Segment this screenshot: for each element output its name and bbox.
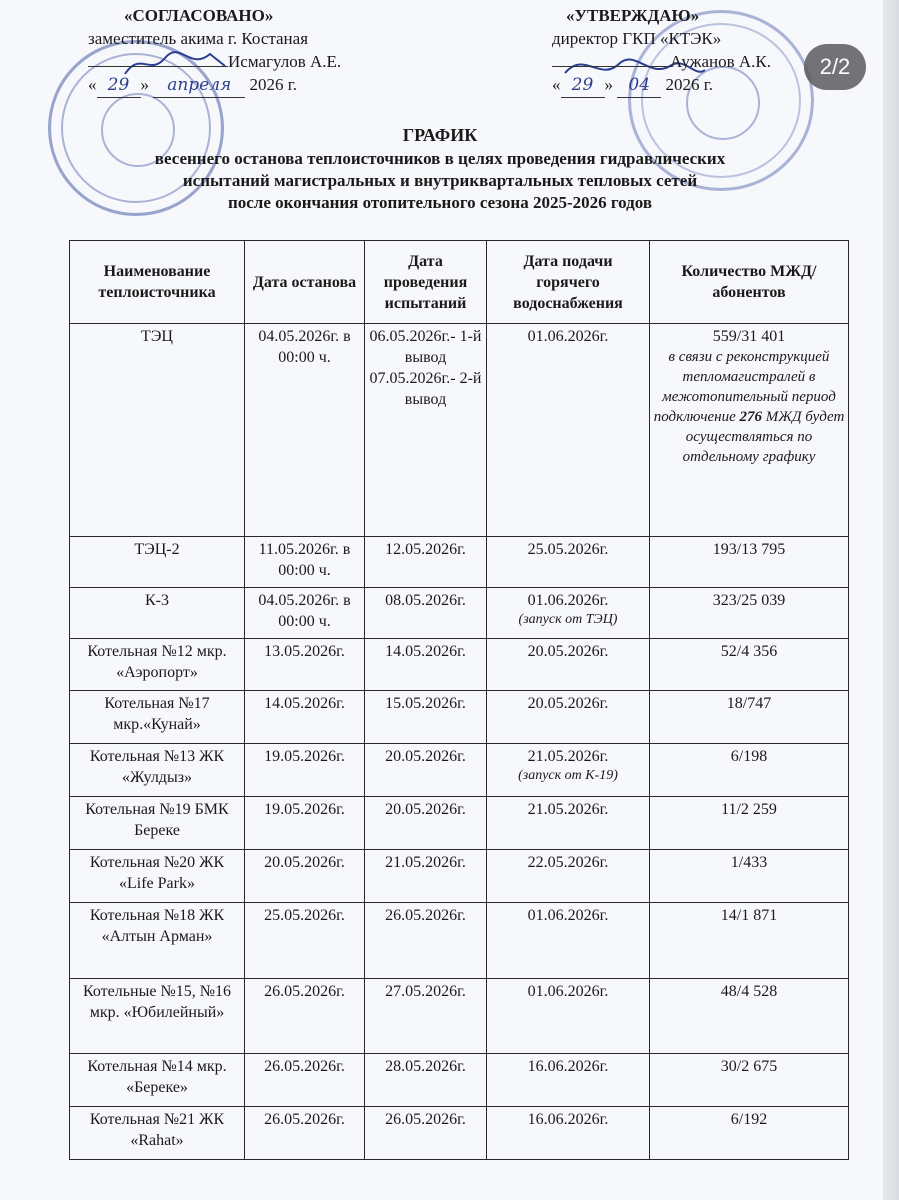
cell-hot-water-date: 20.05.2026г. [487,639,650,691]
agreed-date-day: 29 [97,74,141,98]
reconstruction-note: в связи с реконструкцией тепломагистралей в межотопительный период подключение 276 МЖД будет осуществляться по отдельному графику [653,349,845,465]
agreed-position: заместитель акима г. Костаная [88,29,309,48]
cell-test-date: 15.05.2026г. [365,691,487,744]
cell-stop-date: 25.05.2026г. [245,903,365,979]
cell-stop-date: 04.05.2026г. в 00:00 ч. [245,588,365,639]
title-line-2: испытаний магистральных и внутриквартальных тепловых сетей [182,171,698,190]
cell-stop-date: 11.05.2026г. в 00:00 ч. [245,537,365,588]
agreed-date: « 29 » апреля 2026 г. [88,73,388,98]
cell-stop-date: 04.05.2026г. в 00:00 ч. [245,324,365,537]
cell-stop-date: 20.05.2026г. [245,850,365,903]
table-row [70,903,849,979]
approved-date-day: 29 [561,74,605,98]
agreed-date-year: 2026 г. [249,75,298,94]
cell-stop-date: 13.05.2026г. [245,639,365,691]
cell-hot-water-date: 25.05.2026г. [487,537,650,588]
page-edge [883,0,899,1200]
cell-test-date: 26.05.2026г. [365,903,487,979]
approval-approved-block [552,4,852,98]
cell-test-date: 20.05.2026г. [365,797,487,850]
cell-buildings-count: 52/4 356 [650,639,849,691]
cell-test-date: 08.05.2026г. [365,588,487,639]
cell-test-date: 28.05.2026г. [365,1054,487,1107]
cell-test-date: 20.05.2026г. [365,744,487,797]
document-title [60,124,820,214]
cell-buildings-count: 18/747 [650,691,849,744]
cell-buildings-count: 30/2 675 [650,1054,849,1107]
approval-agreed-block [88,4,388,98]
approved-date: « 29 » 04 2026 г. [552,73,852,98]
table-row [70,588,849,639]
table-row [70,979,849,1054]
cell-source-name: Котельная №21 ЖК «Rahat» [70,1107,245,1160]
title-line-1: весеннего останова теплоисточников в целях проведения гидравлических [154,149,726,168]
agreed-name: Исмагулов А.Е. [228,52,342,71]
table-row [70,324,849,537]
cell-hot-water-date: 01.06.2026г. [487,903,650,979]
schedule-table [69,240,849,1160]
cell-hot-water-date: 01.06.2026г. [487,324,650,537]
header-buildings-count: Количество МЖД/абонентов [650,241,849,324]
cell-test-date: 27.05.2026г. [365,979,487,1054]
table-row [70,744,849,797]
approved-position: директор ГКП «КТЭК» [552,29,722,48]
agreed-signature-line [88,50,388,73]
cell-hot-water-date: 01.06.2026г. [487,979,650,1054]
cell-source-name: ТЭЦ [70,324,245,537]
cell-buildings-count: 559/31 401 в связи с реконструкцией тепломагистралей в межотопительный период подключение 276 МЖД будет осуществляться по отдельному графику [650,324,849,537]
cell-stop-date: 26.05.2026г. [245,1107,365,1160]
cell-stop-date: 19.05.2026г. [245,797,365,850]
table-row [70,691,849,744]
cell-buildings-count: 193/13 795 [650,537,849,588]
cell-source-name: Котельная №18 ЖК «Алтын Арман» [70,903,245,979]
title-main: ГРАФИК [402,125,478,145]
table-header-row [70,241,849,324]
cell-buildings-count: 1/433 [650,850,849,903]
cell-source-name: ТЭЦ-2 [70,537,245,588]
agreed-date-month: апреля [153,74,245,98]
cell-stop-date: 14.05.2026г. [245,691,365,744]
launch-note: (запуск от К-19) [518,768,618,783]
cell-hot-water-date: 21.05.2026г. (запуск от К-19) [487,744,650,797]
cell-hot-water-date: 22.05.2026г. [487,850,650,903]
cell-source-name: Котельная №17 мкр.«Кунай» [70,691,245,744]
cell-hot-water-date: 16.06.2026г. [487,1107,650,1160]
cell-stop-date: 26.05.2026г. [245,979,365,1054]
cell-hot-water-date: 01.06.2026г. (запуск от ТЭЦ) [487,588,650,639]
table-row [70,1054,849,1107]
cell-source-name: Котельная №13 ЖК «Жулдыз» [70,744,245,797]
cell-buildings-count: 323/25 039 [650,588,849,639]
title-line-3: после окончания отопительного сезона 2025-2026 годов [227,193,653,212]
cell-source-name: Котельная №20 ЖК «Life Park» [70,850,245,903]
table-row [70,1107,849,1160]
page-counter-badge: 2/2 [804,44,866,90]
cell-buildings-count: 14/1 871 [650,903,849,979]
cell-source-name: Котельная №14 мкр. «Береке» [70,1054,245,1107]
table-row [70,639,849,691]
header-hot-water-date: Дата подачи горячего водоснабжения [487,241,650,324]
approved-date-month: 04 [617,74,661,98]
header-source-name: Наименование теплоисточника [70,241,245,324]
cell-test-date: 06.05.2026г.- 1-й вывод 07.05.2026г.- 2-й вывод [365,324,487,537]
approved-date-year: 2026 г. [665,75,714,94]
table-row [70,797,849,850]
cell-hot-water-date: 21.05.2026г. [487,797,650,850]
header-stop-date: Дата останова [245,241,365,324]
approved-heading: «УТВЕРЖДАЮ» [566,6,700,25]
cell-test-date: 21.05.2026г. [365,850,487,903]
cell-test-date: 26.05.2026г. [365,1107,487,1160]
cell-hot-water-date: 16.06.2026г. [487,1054,650,1107]
cell-stop-date: 26.05.2026г. [245,1054,365,1107]
cell-source-name: Котельная №19 БМК Береке [70,797,245,850]
cell-source-name: Котельная №12 мкр. «Аэропорт» [70,639,245,691]
cell-buildings-count: 6/192 [650,1107,849,1160]
agreed-heading: «СОГЛАСОВАНО» [124,6,274,25]
header-test-date: Дата проведения испытаний [365,241,487,324]
cell-test-date: 12.05.2026г. [365,537,487,588]
cell-buildings-count: 11/2 259 [650,797,849,850]
cell-test-date: 14.05.2026г. [365,639,487,691]
table-row [70,537,849,588]
cell-source-name: К-3 [70,588,245,639]
cell-stop-date: 19.05.2026г. [245,744,365,797]
cell-buildings-count: 48/4 528 [650,979,849,1054]
approved-name: Аужанов А.К. [670,52,771,71]
cell-source-name: Котельные №15, №16 мкр. «Юбилейный» [70,979,245,1054]
cell-hot-water-date: 20.05.2026г. [487,691,650,744]
table-row [70,850,849,903]
cell-buildings-count: 6/198 [650,744,849,797]
launch-note: (запуск от ТЭЦ) [518,612,618,627]
